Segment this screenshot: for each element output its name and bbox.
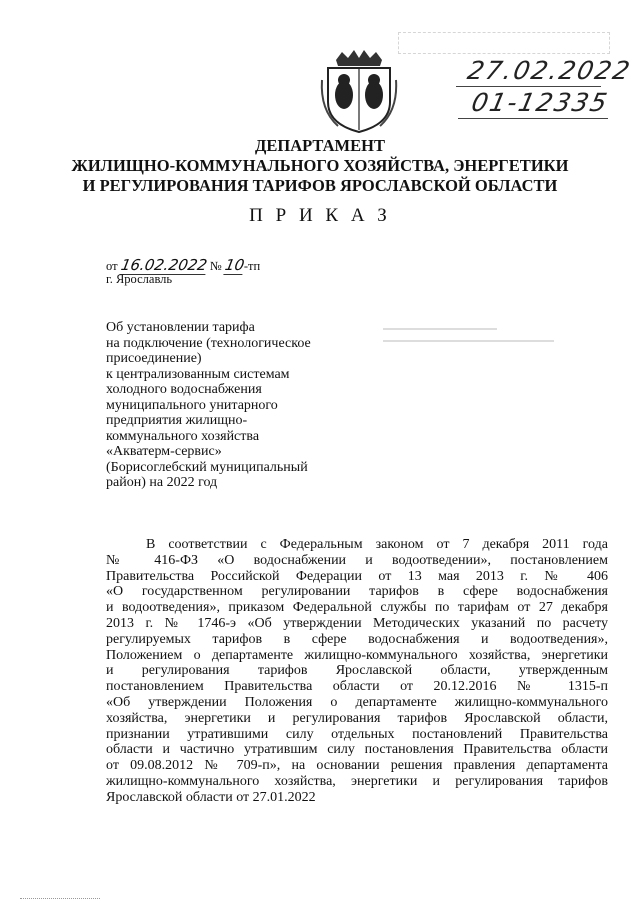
registration-stamp-frame — [398, 32, 610, 54]
order-title: П Р И К А З — [249, 205, 391, 226]
stamp-date-underline — [456, 86, 601, 87]
faded-bleedthrough-text — [383, 318, 573, 358]
body-line: № 416-ФЗ «О водоснабжении и водоотведении», постановлением — [106, 552, 608, 568]
body-line: хозяйства, энергетики и регулирования тарифов Ярославской области, — [106, 710, 608, 726]
date-prefix: от — [106, 259, 118, 273]
subject-line: предприятия жилищно- — [106, 413, 248, 428]
body-line: регулируемых тарифов в сфере водоснабжения и водоотведения», — [106, 631, 608, 647]
scan-artifact-dots — [20, 898, 100, 900]
header-line-3: И РЕГУЛИРОВАНИЯ ТАРИФОВ ЯРОСЛАВСКОЙ ОБЛАСТИ — [82, 176, 558, 195]
order-number: 10 — [223, 256, 246, 274]
body-line: от 09.08.2012 № 709-п», на основании решения правления департамента — [106, 758, 608, 774]
body-line: области и частично утратившим силу постановления Правительства области — [106, 742, 608, 758]
stamp-date: 27.02.2022 — [464, 56, 635, 85]
subject-line: на подключение (технологическое — [106, 335, 311, 351]
subject-line: коммунального хозяйства — [106, 428, 260, 444]
body-line: и водоотведения», приказом Федеральной службы по тарифам от 27 декабря — [106, 600, 608, 616]
subject-line: Об установлении тарифа — [106, 320, 255, 335]
body-line: Положением о департаменте жилищно-коммунального хозяйства, энергетики — [106, 647, 608, 663]
body-line: Правительства Российской Федерации от 13 мая 2013 г. № 406 — [106, 568, 608, 584]
subject-line: район) на 2022 год — [106, 475, 218, 490]
subject-line: холодного водоснабжения — [106, 382, 262, 397]
city: г. Ярославль — [106, 272, 173, 286]
number-suffix: -тп — [243, 259, 261, 273]
header-line-2: ЖИЛИЩНО-КОММУНАЛЬНОГО ХОЗЯЙСТВА, ЭНЕРГЕТИКИ — [71, 156, 569, 175]
body-line: Ярославской области от 27.01.2022 — [106, 789, 316, 805]
body-line: жилищно-коммунального хозяйства, энергетики и регулирования тарифов — [106, 773, 608, 789]
stamp-number-underline — [458, 118, 608, 119]
body-line: В соответствии с Федеральным законом от 7 декабря 2011 года — [146, 537, 608, 552]
body-line: признании утратившими силу отдельных постановлений Правительства — [106, 726, 608, 742]
stamp-number: 01-12335 — [468, 88, 612, 117]
department-header — [60, 136, 580, 196]
subject-line: к централизованным системам — [106, 366, 290, 382]
number-prefix: № — [209, 259, 222, 273]
order-date: 16.02.2022 — [119, 256, 209, 274]
body-line: 2013 г. № 1746-э «Об утверждении Методических указаний по расчету — [106, 615, 608, 631]
subject-line: «Акватерм-сервис» — [106, 444, 222, 459]
coat-of-arms-emblem — [318, 50, 400, 134]
body-line: и регулирования тарифов Ярославской области, утвержденным — [106, 663, 608, 679]
order-subject — [106, 320, 336, 491]
body-line: «О государственном регулировании тарифов в сфере водоснабжения — [106, 584, 608, 600]
subject-line: (Борисоглебский муниципальный — [106, 459, 308, 475]
subject-line: присоединение) — [106, 351, 202, 366]
body-line: «Об утверждении Положения о департаменте жилищно-коммунального — [106, 694, 608, 710]
header-line-1: ДЕПАРТАМЕНТ — [255, 136, 385, 155]
body-line: постановлением Правительства области от 20.12.2016 № 1315-п — [106, 679, 608, 695]
order-body — [106, 537, 608, 806]
subject-line: муниципального унитарного — [106, 397, 278, 413]
